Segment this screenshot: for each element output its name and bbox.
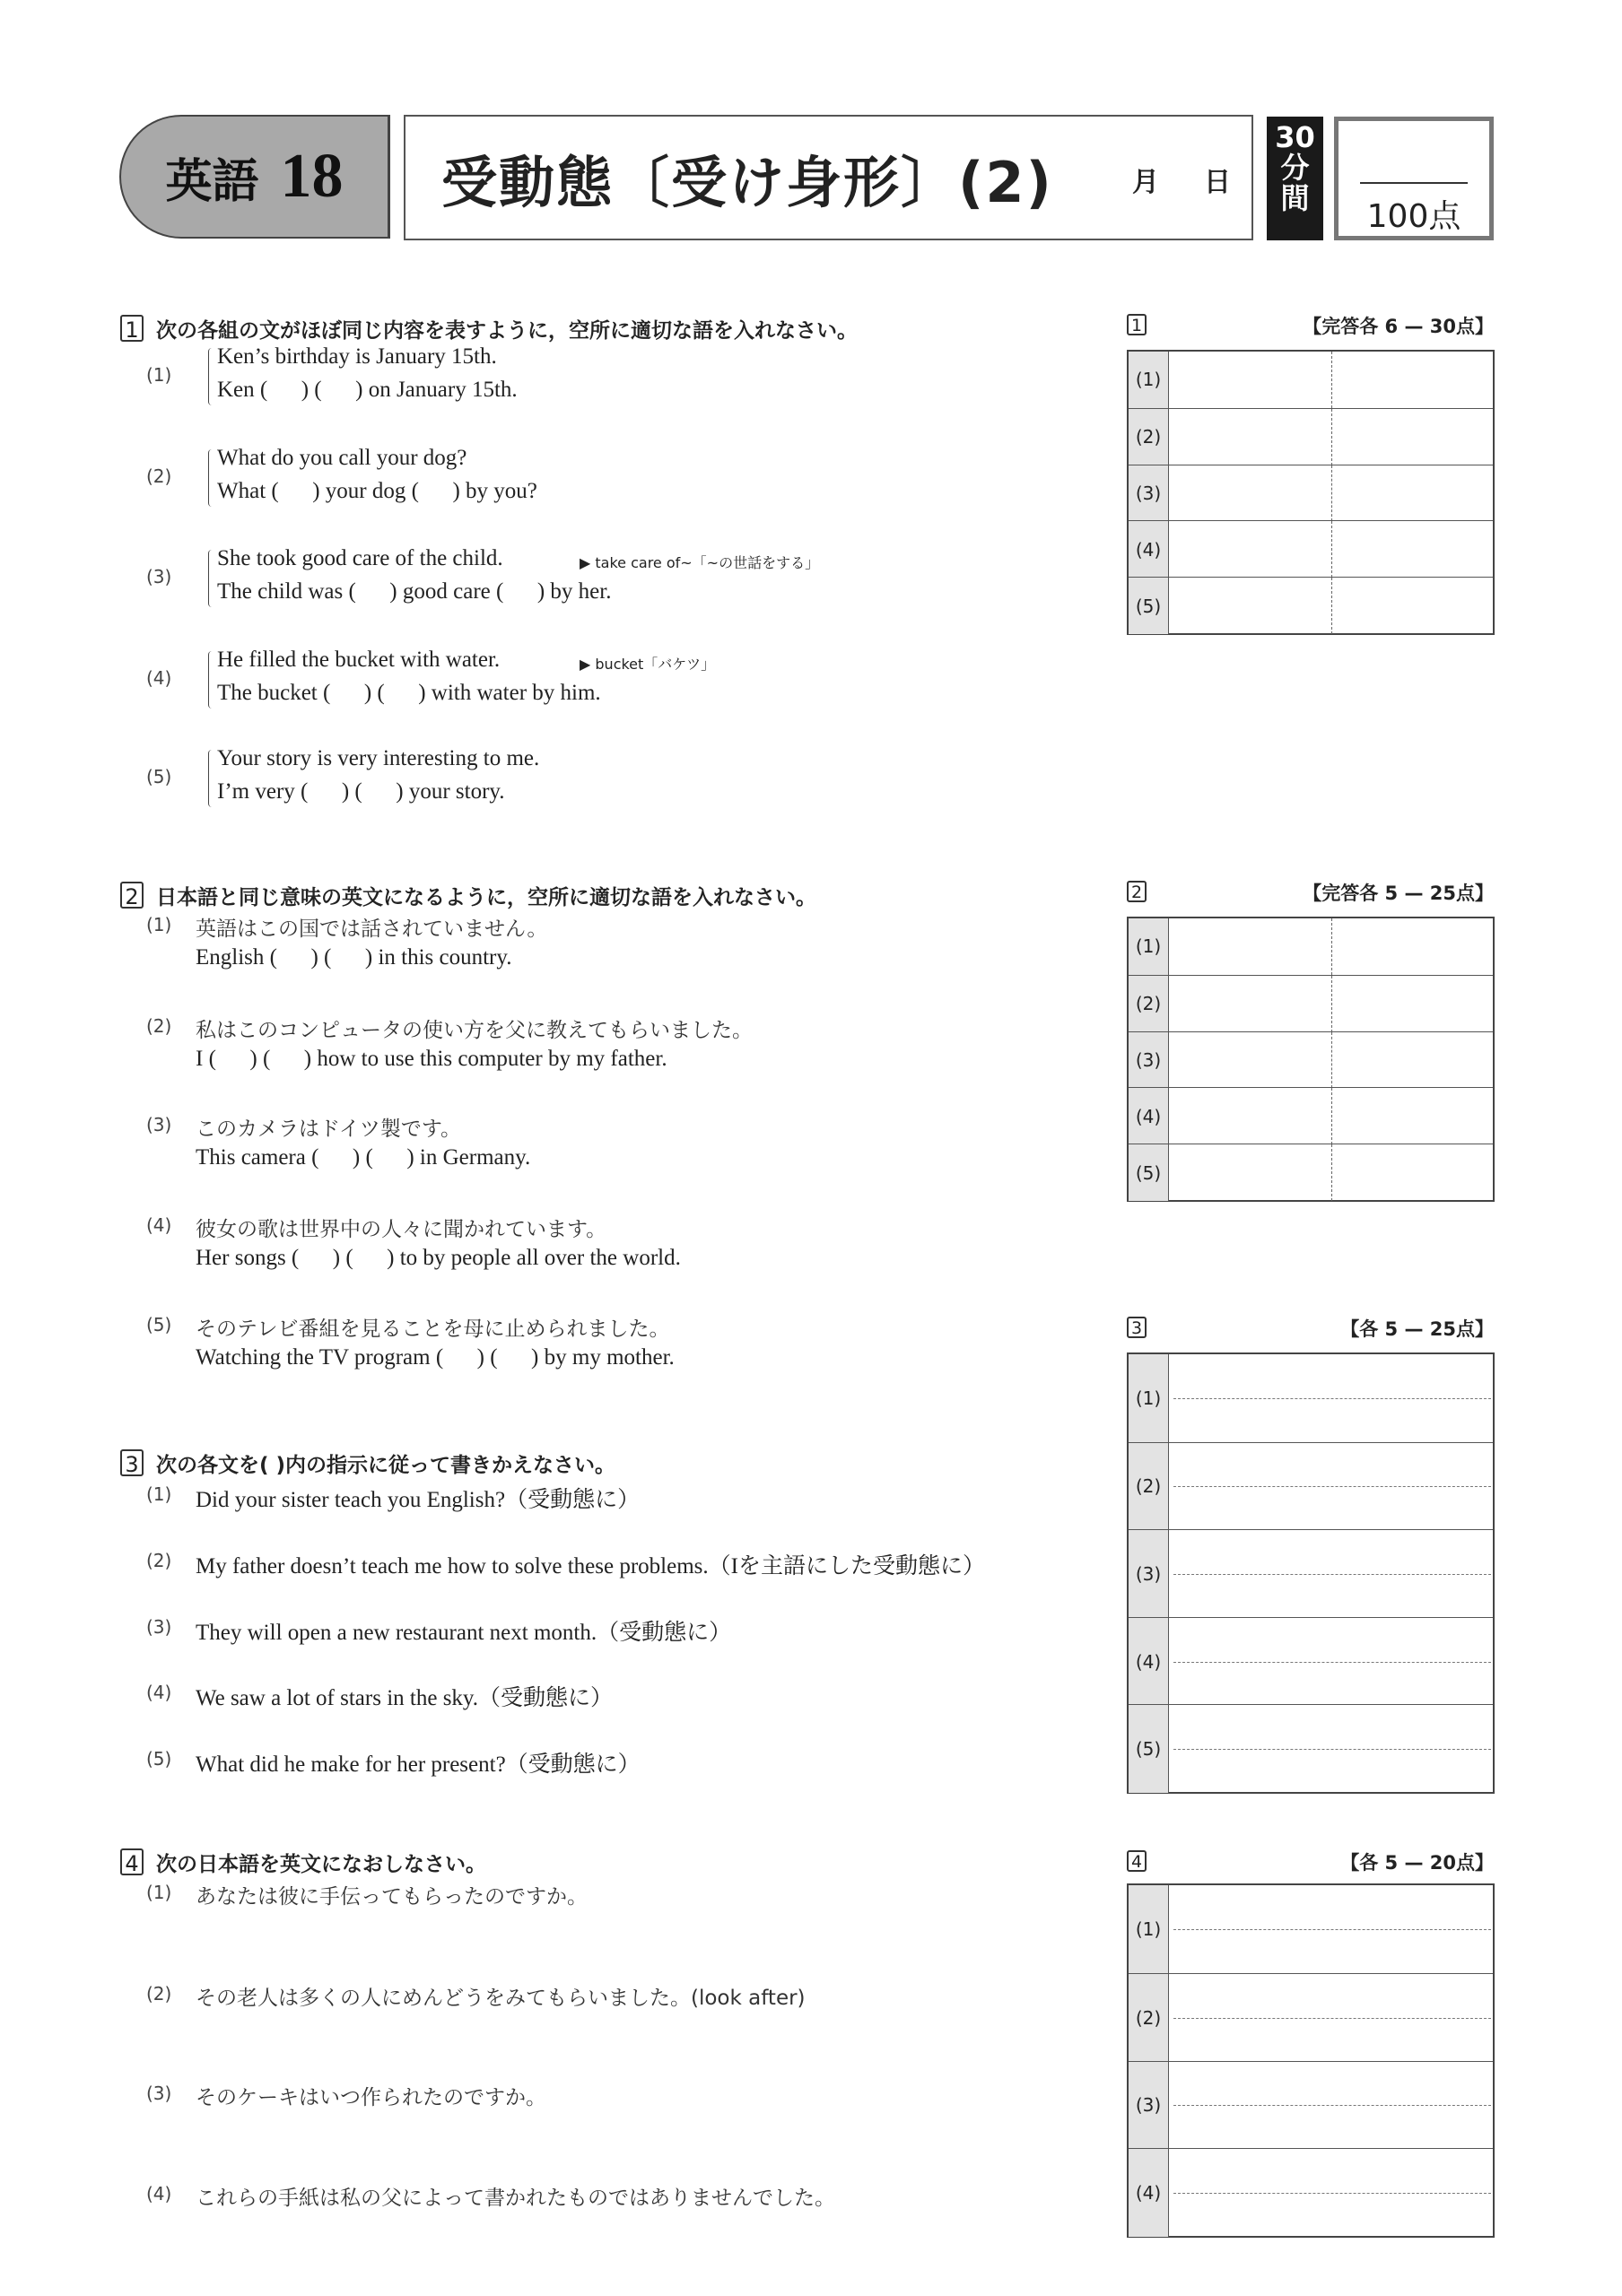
answer-row (1129, 1529, 1493, 1618)
section-instruction: 次の日本語を英文になおしなさい。 (156, 1853, 486, 1876)
day-label: 日 (1204, 167, 1231, 198)
section-4-heading (120, 1848, 486, 1877)
score-total: 100点 (1366, 198, 1461, 235)
vocabulary-note: ▶ bucket「バケツ」 (580, 656, 716, 673)
sentence-original: Ken’s birthday is January 15th. (217, 344, 497, 369)
dashed-divider (1331, 918, 1332, 975)
answer-field-2[interactable] (1333, 918, 1493, 975)
answer-row-label: (2) (1129, 1974, 1169, 2062)
section-number-box: 1 (120, 315, 144, 342)
title-box (404, 115, 1253, 240)
question-number: (1) (146, 1882, 172, 1903)
answer-section-number: 3 (1127, 1317, 1147, 1338)
answer-field-1[interactable] (1170, 578, 1331, 634)
answer-row-label: (2) (1129, 409, 1169, 465)
brace-icon (208, 449, 214, 507)
month-label: 月 (1132, 167, 1159, 198)
answer-row (1129, 1973, 1493, 2062)
answer-field-2[interactable] (1333, 521, 1493, 578)
time-limit-unit-1: 分 (1280, 151, 1310, 185)
answer-row-label: (4) (1129, 1088, 1169, 1144)
answer-row-label: (5) (1129, 1144, 1169, 1201)
answer-row-label: (2) (1129, 1443, 1169, 1531)
answer-field-1[interactable] (1170, 409, 1331, 465)
japanese-sentence: 英語はこの国では話されていません。 (196, 918, 548, 941)
answer-row-label: (4) (1129, 1618, 1169, 1706)
english-sentence: English ( ) ( ) in this country. (196, 945, 512, 970)
answer-field-2[interactable] (1333, 409, 1493, 465)
subject-label: 英語 (165, 154, 259, 209)
answer-field-1[interactable] (1170, 1088, 1331, 1144)
section-2-heading (120, 881, 816, 910)
answer-row-label: (3) (1129, 1530, 1169, 1618)
points-label: 【完答各 5 — 25点】 (1303, 883, 1494, 904)
answer-field[interactable] (1170, 1354, 1493, 1442)
time-limit-badge (1267, 117, 1323, 240)
question-number: (5) (146, 1314, 172, 1335)
answer-section-number: 2 (1127, 881, 1147, 902)
answer-box-3-label (1127, 1317, 1159, 1338)
question-number: (4) (146, 1682, 172, 1703)
answer-field[interactable] (1170, 2149, 1493, 2237)
answer-row-label: (3) (1129, 2062, 1169, 2150)
question-number: (5) (146, 1748, 172, 1770)
answer-field-1[interactable] (1170, 521, 1331, 578)
english-sentence: Her songs ( ) ( ) to by people all over the world. (196, 1246, 681, 1270)
question-number: (1) (146, 1483, 172, 1505)
japanese-sentence: あなたは彼に手伝ってもらったのですか。 (196, 1885, 588, 1909)
answer-field[interactable] (1170, 1530, 1493, 1618)
answer-row (1129, 1442, 1493, 1531)
answer-row (1129, 352, 1493, 408)
answer-section-number: 1 (1127, 314, 1147, 335)
answer-row-label: (1) (1129, 918, 1169, 975)
answer-table-4 (1127, 1883, 1495, 2238)
answer-row (1129, 520, 1493, 578)
answer-row-label: (3) (1129, 1032, 1169, 1089)
answer-field-2[interactable] (1333, 578, 1493, 634)
answer-field[interactable] (1170, 1443, 1493, 1531)
question-number: (3) (146, 566, 172, 587)
answer-field-2[interactable] (1333, 1088, 1493, 1144)
answer-field-2[interactable] (1333, 465, 1493, 522)
answer-row (1129, 918, 1493, 975)
page-title: 受動態〔受け身形〕(2) (441, 150, 1053, 215)
dashed-divider (1331, 1144, 1332, 1201)
question-number: (4) (146, 2183, 172, 2205)
english-sentence: I ( ) ( ) how to use this computer by my father. (196, 1047, 667, 1071)
question-number: (2) (146, 1015, 172, 1037)
japanese-sentence: このカメラはドイツ製です。 (196, 1118, 462, 1141)
answer-box-1-label (1127, 314, 1159, 335)
answer-row (1129, 1704, 1493, 1793)
dashed-divider (1331, 521, 1332, 578)
answer-row-label: (1) (1129, 352, 1169, 408)
brace-icon (208, 550, 214, 607)
answer-row (1129, 1885, 1493, 1973)
answer-row-label: (1) (1129, 1885, 1169, 1973)
question-number: (3) (146, 1114, 172, 1135)
sentence-original: Your story is very interesting to me. (217, 746, 540, 770)
answer-row (1129, 1617, 1493, 1706)
section-number-box: 3 (120, 1449, 144, 1476)
answer-row-label: (5) (1129, 1705, 1169, 1793)
points-label: 【各 5 — 20点】 (1340, 1852, 1494, 1874)
answer-table-1 (1127, 350, 1495, 635)
japanese-sentence: 彼女の歌は世界中の人々に聞かれています。 (196, 1218, 607, 1241)
japanese-sentence: これらの手紙は私の父によって書かれたものではありませんでした。 (196, 2187, 835, 2210)
answer-row (1129, 1354, 1493, 1442)
question-number: (4) (146, 667, 172, 689)
answer-row-label: (4) (1129, 521, 1169, 578)
question-number: (3) (146, 2083, 172, 2104)
japanese-sentence: そのテレビ番組を見ることを母に止められました。 (196, 1318, 670, 1341)
japanese-sentence: そのケーキはいつ作られたのですか。 (196, 2086, 546, 2109)
vocabulary-note: ▶ take care of~「~の世話をする」 (580, 554, 820, 571)
english-sentence: Watching the TV program ( ) ( ) by my mother. (196, 1345, 675, 1370)
section-1-heading (120, 314, 858, 344)
section-instruction: 次の各文を( )内の指示に従って書きかえなさい。 (156, 1454, 616, 1477)
question-number: (3) (146, 1616, 172, 1638)
answer-field-2[interactable] (1333, 1144, 1493, 1201)
answer-row (1129, 975, 1493, 1032)
answer-field-2[interactable] (1333, 352, 1493, 408)
answer-box-2-label (1127, 881, 1159, 902)
answer-section-number: 4 (1127, 1850, 1147, 1872)
unit-number: 18 (280, 142, 344, 211)
sentence-rewrite: The bucket ( ) ( ) with water by him. (217, 681, 601, 705)
dashed-divider (1331, 976, 1332, 1032)
answer-row-label: (1) (1129, 1354, 1169, 1442)
answer-row-label: (3) (1129, 465, 1169, 522)
english-sentence: They will open a new restaurant next month.（受動態に） (196, 1621, 732, 1645)
question-number: (2) (146, 1983, 172, 2005)
answer-row-label: (5) (1129, 578, 1169, 634)
answer-row (1129, 1031, 1493, 1089)
answer-table-2 (1127, 917, 1495, 1202)
dashed-divider (1331, 352, 1332, 408)
answer-row-label: (4) (1129, 2149, 1169, 2237)
score-line (1360, 182, 1468, 184)
english-sentence: We saw a lot of stars in the sky.（受動態に） (196, 1686, 614, 1710)
answer-field[interactable] (1170, 2062, 1493, 2150)
answer-field[interactable] (1170, 1705, 1493, 1793)
english-sentence: What did he make for her present?（受動態に） (196, 1752, 641, 1777)
dashed-divider (1331, 1088, 1332, 1144)
section-3-heading (120, 1448, 615, 1478)
question-number: (1) (146, 364, 172, 386)
answer-field-1[interactable] (1170, 465, 1331, 522)
answer-row (1129, 2148, 1493, 2237)
answer-row-label: (2) (1129, 976, 1169, 1032)
sentence-rewrite: I’m very ( ) ( ) your story. (217, 779, 505, 804)
points-label: 【完答各 6 — 30点】 (1303, 316, 1494, 337)
answer-box-4-label (1127, 1850, 1159, 1872)
dashed-divider (1331, 1032, 1332, 1089)
brace-icon (208, 651, 214, 709)
answer-field-2[interactable] (1333, 1032, 1493, 1089)
answer-table-3 (1127, 1352, 1495, 1794)
answer-row (1129, 2061, 1493, 2150)
answer-row (1129, 408, 1493, 465)
answer-field[interactable] (1170, 1885, 1493, 1973)
sentence-rewrite: Ken ( ) ( ) on January 15th. (217, 378, 518, 402)
dashed-divider (1331, 578, 1332, 634)
question-number: (1) (146, 914, 172, 935)
subject-tab (119, 115, 390, 239)
answer-row (1129, 577, 1493, 634)
japanese-sentence: その老人は多くの人にめんどうをみてもらいました。(look after) (196, 1987, 806, 2010)
brace-icon (208, 750, 214, 807)
english-sentence: Did your sister teach you English?（受動態に） (196, 1488, 641, 1512)
score-box (1334, 117, 1494, 240)
sentence-original: He filled the bucket with water. (217, 648, 501, 672)
answer-field[interactable] (1170, 1974, 1493, 2062)
time-limit-unit-2: 間 (1280, 181, 1310, 215)
section-number-box: 2 (120, 882, 144, 909)
english-sentence: This camera ( ) ( ) in Germany. (196, 1145, 531, 1170)
answer-field-1[interactable] (1170, 352, 1331, 408)
sentence-rewrite: The child was ( ) good care ( ) by her. (217, 579, 612, 604)
question-number: (4) (146, 1214, 172, 1236)
answer-row (1129, 1144, 1493, 1201)
time-limit-number: 30 (1275, 120, 1315, 154)
section-number-box: 4 (120, 1848, 144, 1875)
dashed-divider (1331, 465, 1332, 522)
answer-field-1[interactable] (1170, 1144, 1331, 1201)
english-sentence: My father doesn’t teach me how to solve these problems.（Iを主語にした受動態に） (196, 1554, 985, 1578)
answer-row (1129, 465, 1493, 522)
question-number: (2) (146, 1550, 172, 1571)
section-instruction: 日本語と同じ意味の英文になるように，空所に適切な語を入れなさい。 (156, 886, 816, 909)
answer-field[interactable] (1170, 1618, 1493, 1706)
answer-field-1[interactable] (1170, 976, 1331, 1032)
sentence-original: She took good care of the child. (217, 546, 503, 570)
answer-field-1[interactable] (1170, 1032, 1331, 1089)
answer-field-2[interactable] (1333, 976, 1493, 1032)
answer-row (1129, 1087, 1493, 1144)
japanese-sentence: 私はこのコンピュータの使い方を父に教えてもらいました。 (196, 1019, 753, 1042)
sentence-original: What do you call your dog? (217, 446, 467, 470)
points-label: 【各 5 — 25点】 (1340, 1318, 1494, 1340)
answer-field-1[interactable] (1170, 918, 1331, 975)
question-number: (5) (146, 766, 172, 787)
dashed-divider (1331, 409, 1332, 465)
sentence-rewrite: What ( ) your dog ( ) by you? (217, 479, 537, 503)
question-number: (2) (146, 465, 172, 487)
section-instruction: 次の各組の文がほぼ同じ内容を表すように，空所に適切な語を入れなさい。 (156, 319, 858, 343)
brace-icon (208, 348, 214, 405)
